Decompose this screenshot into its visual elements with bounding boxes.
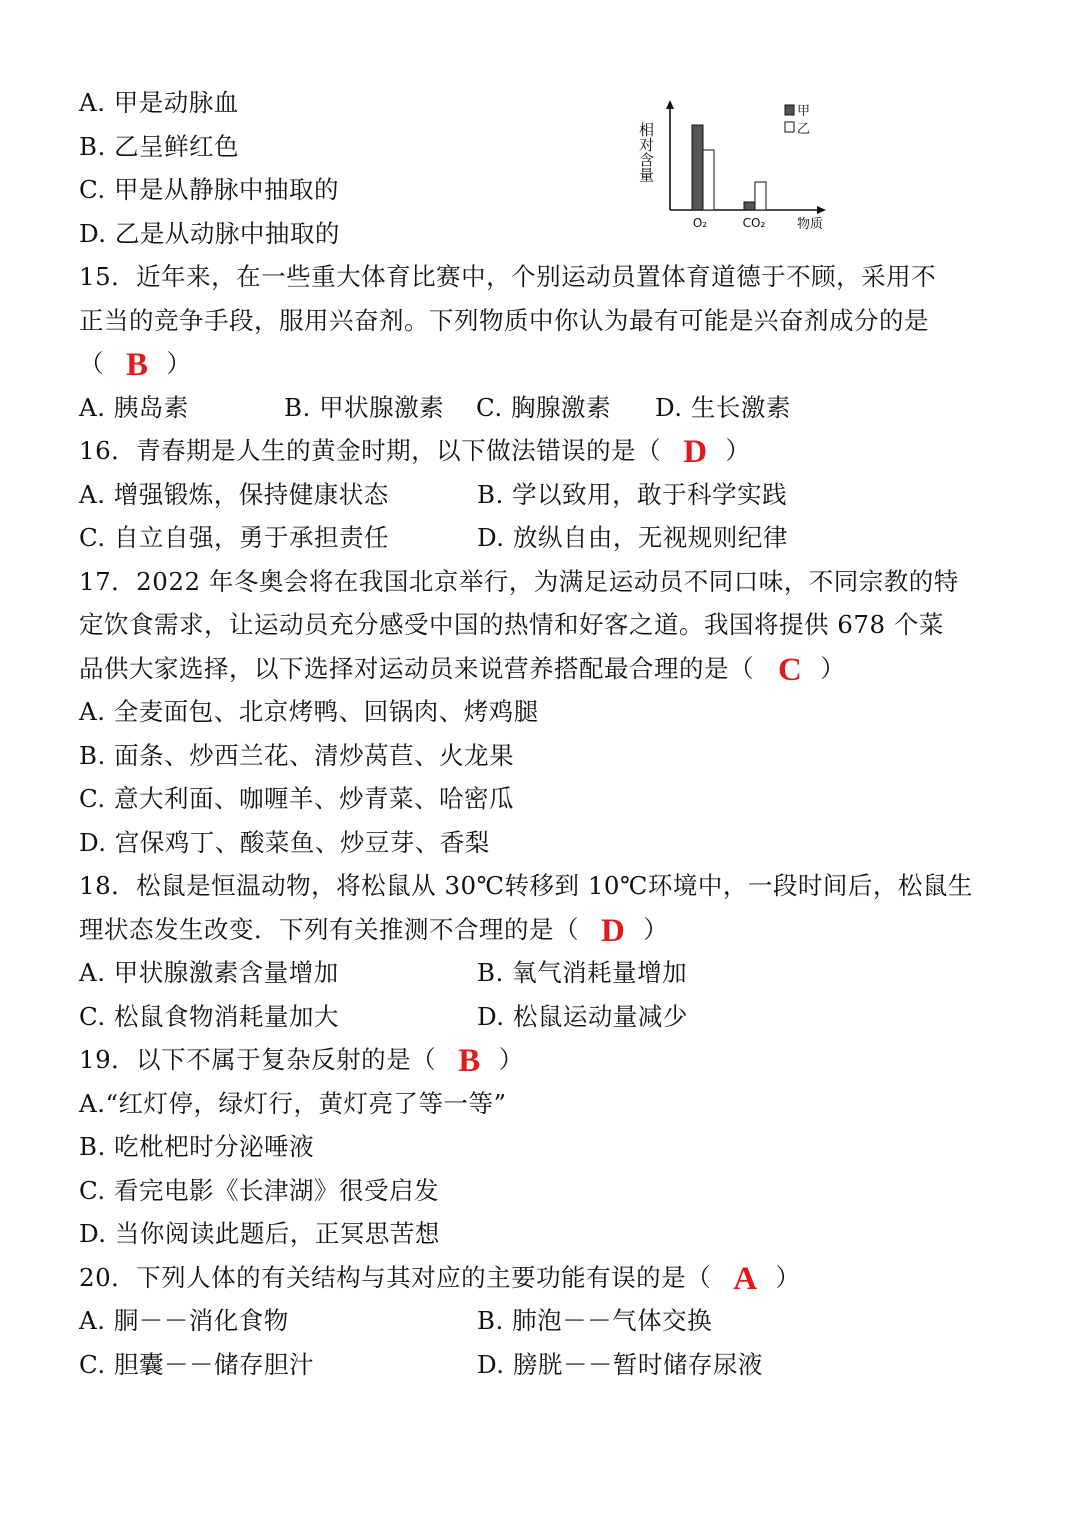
q17-stem-line2: 定饮食需求，让运动员充分感受中国的热情和好客之道。我国将提供 678 个菜 xyxy=(79,610,944,639)
q16-stem: 16．青春期是人生的黄金时期，以下做法错误的是（ D ） xyxy=(79,434,751,470)
q16-option-a: A. 增强锻炼，保持健康状态 xyxy=(79,480,389,509)
q15-option-d: D. 生长激素 xyxy=(655,393,791,422)
q15-stem-line2: 正当的竞争手段，服用兴奋剂。下列物质中你认为最有可能是兴奋剂成分的是 xyxy=(79,306,929,335)
q14-option-d: D. 乙是从动脉中抽取的 xyxy=(79,219,340,248)
q18-option-d: D. 松鼠运动量减少 xyxy=(477,1002,688,1031)
q15-answer: B xyxy=(126,347,149,383)
q20-option-a: A. 胴－－消化食物 xyxy=(79,1306,289,1335)
chart-xlabel: 物质 xyxy=(796,217,824,232)
q20-option-d: D. 膀胱－－暂时储存尿液 xyxy=(477,1350,763,1379)
q17-option-d: D. 宫保鸡丁、酸菜鱼、炒豆芽、香梨 xyxy=(79,828,490,857)
q17-stem-line1: 17．2022 年冬奥会将在我国北京举行，为满足运动员不同口味，不同宗教的特 xyxy=(79,567,959,596)
q18-answer: D xyxy=(601,913,626,949)
legend-swatch-jia xyxy=(785,105,794,115)
blood-gas-chart xyxy=(637,96,840,246)
q20-options-row2 xyxy=(79,1348,763,1382)
bar-jia-co2 xyxy=(744,202,755,210)
bar-yi-co2 xyxy=(755,182,766,210)
q15-option-c: C. 胸腺激素 xyxy=(476,393,611,422)
q15-answer-line: （ B ） xyxy=(79,347,192,383)
q19-option-b: B. 吃枇杷时分泌唾液 xyxy=(79,1132,315,1161)
bar-jia-o2 xyxy=(692,125,703,210)
q20-stem: 20．下列人体的有关结构与其对应的主要功能有误的是（ A ） xyxy=(79,1261,801,1297)
q17-option-a: A. 全麦面包、北京烤鸭、回锅肉、烤鸡腿 xyxy=(79,697,539,726)
q15-option-b: B. 甲状腺激素 xyxy=(284,393,445,422)
q18-stem-line1: 18．松鼠是恒温动物，将松鼠从 30℃转移到 10℃环境中，一段时间后，松鼠生 xyxy=(79,871,973,900)
q20-options-row1 xyxy=(79,1304,713,1338)
q19-option-d: D. 当你阅读此题后，正冥思苦想 xyxy=(79,1219,440,1248)
q17-answer: C xyxy=(778,652,803,688)
q15-option-a: A. 胰岛素 xyxy=(79,393,189,422)
q16-option-c: C. 自立自强，勇于承担责任 xyxy=(79,523,389,552)
q14-option-a: A. 甲是动脉血 xyxy=(79,88,239,117)
y-axis-arrow xyxy=(666,100,674,109)
legend-label-jia: 甲 xyxy=(797,104,811,119)
q19-option-a: A.“红灯停，绿灯行，黄灯亮了等一等” xyxy=(79,1089,507,1118)
q16-options-row2 xyxy=(79,521,788,555)
q18-option-b: B. 氧气消耗量增加 xyxy=(477,958,688,987)
x-axis-arrow xyxy=(817,206,826,214)
chart-ylabel: 相对含量 xyxy=(637,122,655,182)
q19-stem: 19．以下不属于复杂反射的是（ B ） xyxy=(79,1043,524,1079)
q19-option-c: C. 看完电影《长津湖》很受启发 xyxy=(79,1176,439,1205)
q17-option-b: B. 面条、炒西兰花、清炒莴苣、火龙果 xyxy=(79,741,515,770)
bar-yi-o2 xyxy=(703,150,714,210)
q18-stem-line2: 理状态发生改变．下列有关推测不合理的是（ D ） xyxy=(79,913,669,949)
q20-option-b: B. 肺泡－－气体交换 xyxy=(477,1306,713,1335)
q14-option-c: C. 甲是从静脉中抽取的 xyxy=(79,175,339,204)
q15-stem-line1: 15．近年来，在一些重大体育比赛中，个别运动员置体育道德于不顾，采用不 xyxy=(79,262,937,291)
q17-option-c: C. 意大利面、咖喱羊、炒青菜、哈密瓜 xyxy=(79,784,514,813)
q19-answer: B xyxy=(458,1043,481,1079)
q18-option-a: A. 甲状腺激素含量增加 xyxy=(79,958,339,987)
q20-option-c: C. 胆囊－－储存胆汁 xyxy=(79,1350,314,1379)
q20-answer: A xyxy=(733,1261,758,1297)
legend-swatch-yi xyxy=(785,122,794,132)
q16-option-d: D. 放纵自由，无视规则纪律 xyxy=(477,523,788,552)
q14-option-b: B. 乙呈鲜红色 xyxy=(79,132,240,161)
x-tick-o2: O₂ xyxy=(692,216,708,230)
q17-stem-line3: 品供大家选择，以下选择对运动员来说营养搭配最合理的是（ C ） xyxy=(79,652,846,688)
legend-label-yi: 乙 xyxy=(797,122,811,137)
q18-options-row1 xyxy=(79,956,688,990)
x-tick-co2: CO₂ xyxy=(742,216,766,230)
q15-options xyxy=(79,391,791,425)
q16-option-b: B. 学以致用，敢于科学实践 xyxy=(477,480,788,509)
q18-option-c: C. 松鼠食物消耗量加大 xyxy=(79,1002,339,1031)
q16-answer: D xyxy=(683,434,708,470)
q18-options-row2 xyxy=(79,1000,688,1034)
q16-options-row1 xyxy=(79,478,788,512)
